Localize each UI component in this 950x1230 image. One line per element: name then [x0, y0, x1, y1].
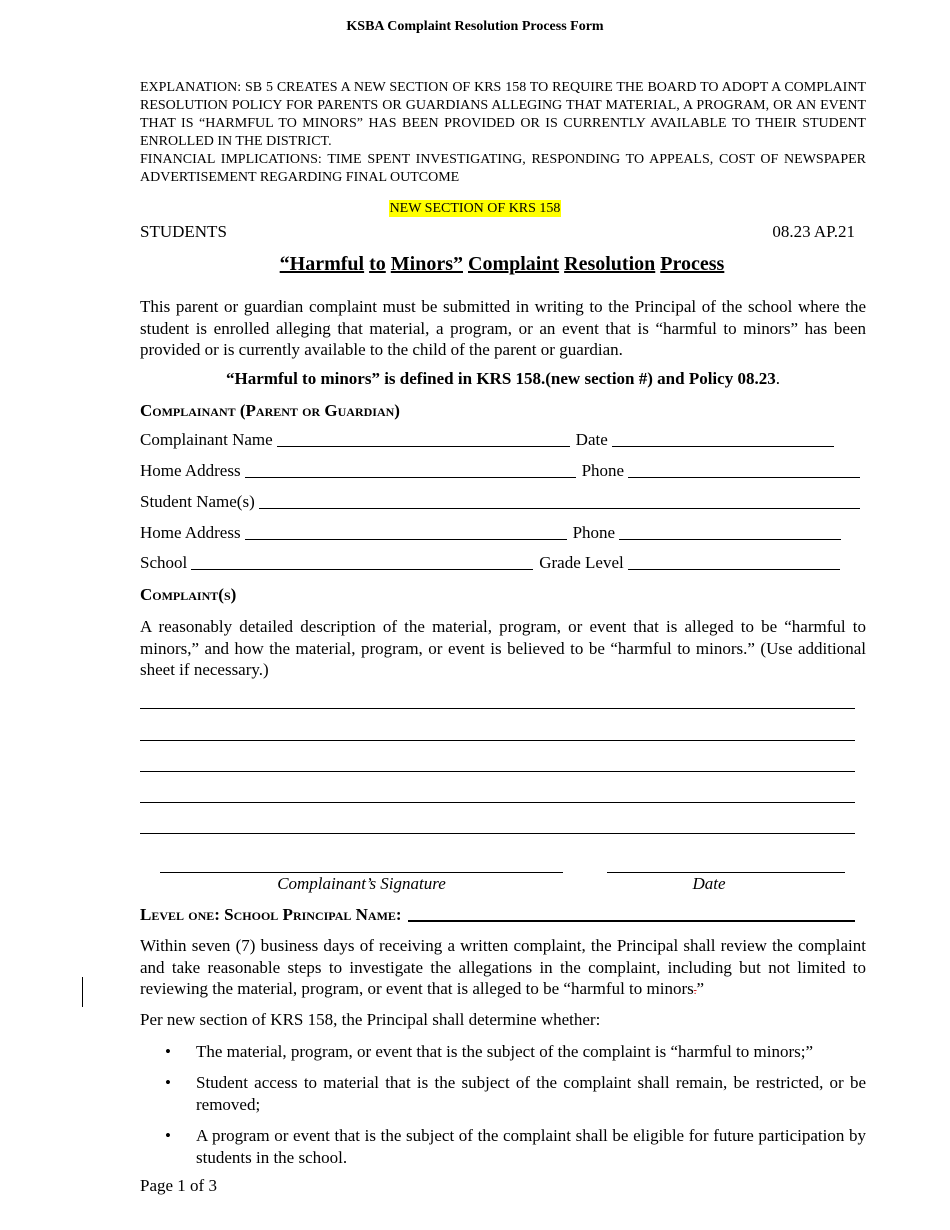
school-field[interactable]: [191, 555, 533, 570]
student-name-label: Student Name(s): [140, 492, 255, 511]
home-address-2-field[interactable]: [245, 525, 567, 540]
level-one-paragraph: [140, 935, 866, 1003]
level-one-row: [140, 904, 855, 928]
phone-label: Phone: [581, 461, 625, 480]
section-label: STUDENTS: [140, 222, 227, 241]
signature-date-caption: Date: [692, 874, 726, 893]
definition-bold: “Harmful to minors” is defined in KRS 158.(new section #) and Policy 08.23: [226, 369, 776, 388]
page-title: [0, 253, 950, 276]
date-field[interactable]: [612, 432, 834, 447]
new-section-highlight: [0, 201, 950, 217]
home-address-row: [140, 461, 866, 485]
complaint-description: A reasonably detailed description of the material, program, or event that is alleged to be “harmful to minors,” and how the material, program, or event is believed to be “harmful to minors.” (Use additional sheet if necessary.): [140, 617, 866, 679]
complainant-name-row: [140, 430, 866, 454]
level-one-paragraph-end: ”: [696, 979, 705, 998]
title-word: to: [369, 253, 386, 275]
revision-change-bar: [82, 977, 83, 1007]
level-one-paragraph-text: Within seven (7) business days of receiving a written complaint, the Principal shall review the complaint and take reasonable steps to investigate the allegations in the complaint, including but not limited to reviewing the material, program, or event that is alleged to be “harmful to minors: [140, 936, 866, 998]
policy-code: 08.23 AP.21: [772, 222, 855, 241]
signature-caption: Complainant’s Signature: [277, 874, 446, 893]
phone-2-label: Phone: [572, 523, 616, 542]
complaint-line-2[interactable]: [140, 740, 855, 741]
page-number: Page 1 of 3: [140, 1176, 217, 1195]
title-word: Process: [660, 253, 725, 275]
new-section-label: NEW SECTION OF KRS 158: [389, 201, 561, 216]
title-word: “Harmful: [279, 253, 365, 275]
phone-field[interactable]: [628, 463, 860, 478]
home-address-label: Home Address: [140, 461, 241, 480]
grade-level-field[interactable]: [628, 555, 840, 570]
list-item: [165, 1072, 866, 1115]
bullet-icon: •: [165, 1042, 171, 1061]
list-item-text: A program or event that is the subject of the complaint shall be eligible for future participation by students in the school.: [196, 1126, 866, 1167]
school-label: School: [140, 553, 188, 572]
student-name-row: [140, 492, 866, 516]
home-address-2-row: [140, 523, 866, 547]
complaint-line-1[interactable]: [140, 708, 855, 709]
list-item: [165, 1125, 866, 1168]
student-name-field[interactable]: [259, 494, 860, 509]
complaint-line-5[interactable]: [140, 833, 855, 834]
list-item: [165, 1041, 866, 1063]
complaints-heading: Complaint(s): [140, 585, 237, 604]
definition-period: .: [775, 369, 780, 388]
complainant-heading: Complainant (Parent or Guardian): [140, 401, 400, 420]
title-word: Resolution: [564, 253, 656, 275]
list-item-text: The material, program, or event that is the subject of the complaint is “harmful to minors;”: [196, 1042, 814, 1061]
section-meta-row: [140, 222, 855, 242]
school-row: [140, 553, 866, 577]
complainant-name-label: Complainant Name: [140, 430, 273, 449]
level-one-heading: Level one: School Principal Name:: [140, 905, 402, 924]
bullet-icon: •: [165, 1073, 171, 1092]
principal-determine-text: Per new section of KRS 158, the Principal shall determine whether:: [140, 1010, 601, 1029]
intro-paragraph: This parent or guardian complaint must be submitted in writing to the Principal of the school where the student is enrolled alleging that material, a program, or an event that is “harmful to minors” has been provided or is currently available to the child of the parent or guardian.: [140, 297, 866, 359]
home-address-field[interactable]: [245, 463, 576, 478]
phone-2-field[interactable]: [619, 525, 841, 540]
financial-implications-text: FINANCIAL IMPLICATIONS: TIME SPENT INVESTIGATING, RESPONDING TO APPEALS, COST OF NEWSPAPER ADVERTISEMENT REGARDING FINAL OUTCOME: [140, 152, 866, 185]
signature-date-line[interactable]: [607, 872, 845, 873]
definition-line: [140, 369, 866, 389]
complaint-line-4[interactable]: [140, 802, 855, 803]
tracked-change-mark: .: [693, 985, 697, 997]
principal-name-field[interactable]: [408, 906, 855, 922]
list-item-text: Student access to material that is the subject of the complaint shall remain, be restricted, or be removed;: [196, 1073, 866, 1114]
title-word: Minors”: [390, 253, 463, 275]
complaint-line-3[interactable]: [140, 771, 855, 772]
title-word: Complaint: [468, 253, 560, 275]
complainant-name-field[interactable]: [277, 432, 570, 447]
signature-line[interactable]: [160, 872, 563, 873]
date-label: Date: [575, 430, 608, 449]
grade-level-label: Grade Level: [539, 553, 624, 572]
form-header-title: KSBA Complaint Resolution Process Form: [346, 19, 604, 34]
explanation-text: EXPLANATION: SB 5 CREATES A NEW SECTION OF KRS 158 TO REQUIRE THE BOARD TO ADOPT A COMPLAINT RESOLUTION POLICY FOR PARENTS OR GUARDIANS ALLEGING THAT MATERIAL, A PROGRAM, OR AN EVENT THAT IS “HARMFUL TO MINORS” HAS BEEN PROVIDED OR IS CURRENTLY AVAILABLE TO THEIR STUDENT ENROLLED IN THE DISTRICT.: [140, 80, 866, 149]
bullet-icon: •: [165, 1126, 171, 1145]
home-address-2-label: Home Address: [140, 523, 241, 542]
